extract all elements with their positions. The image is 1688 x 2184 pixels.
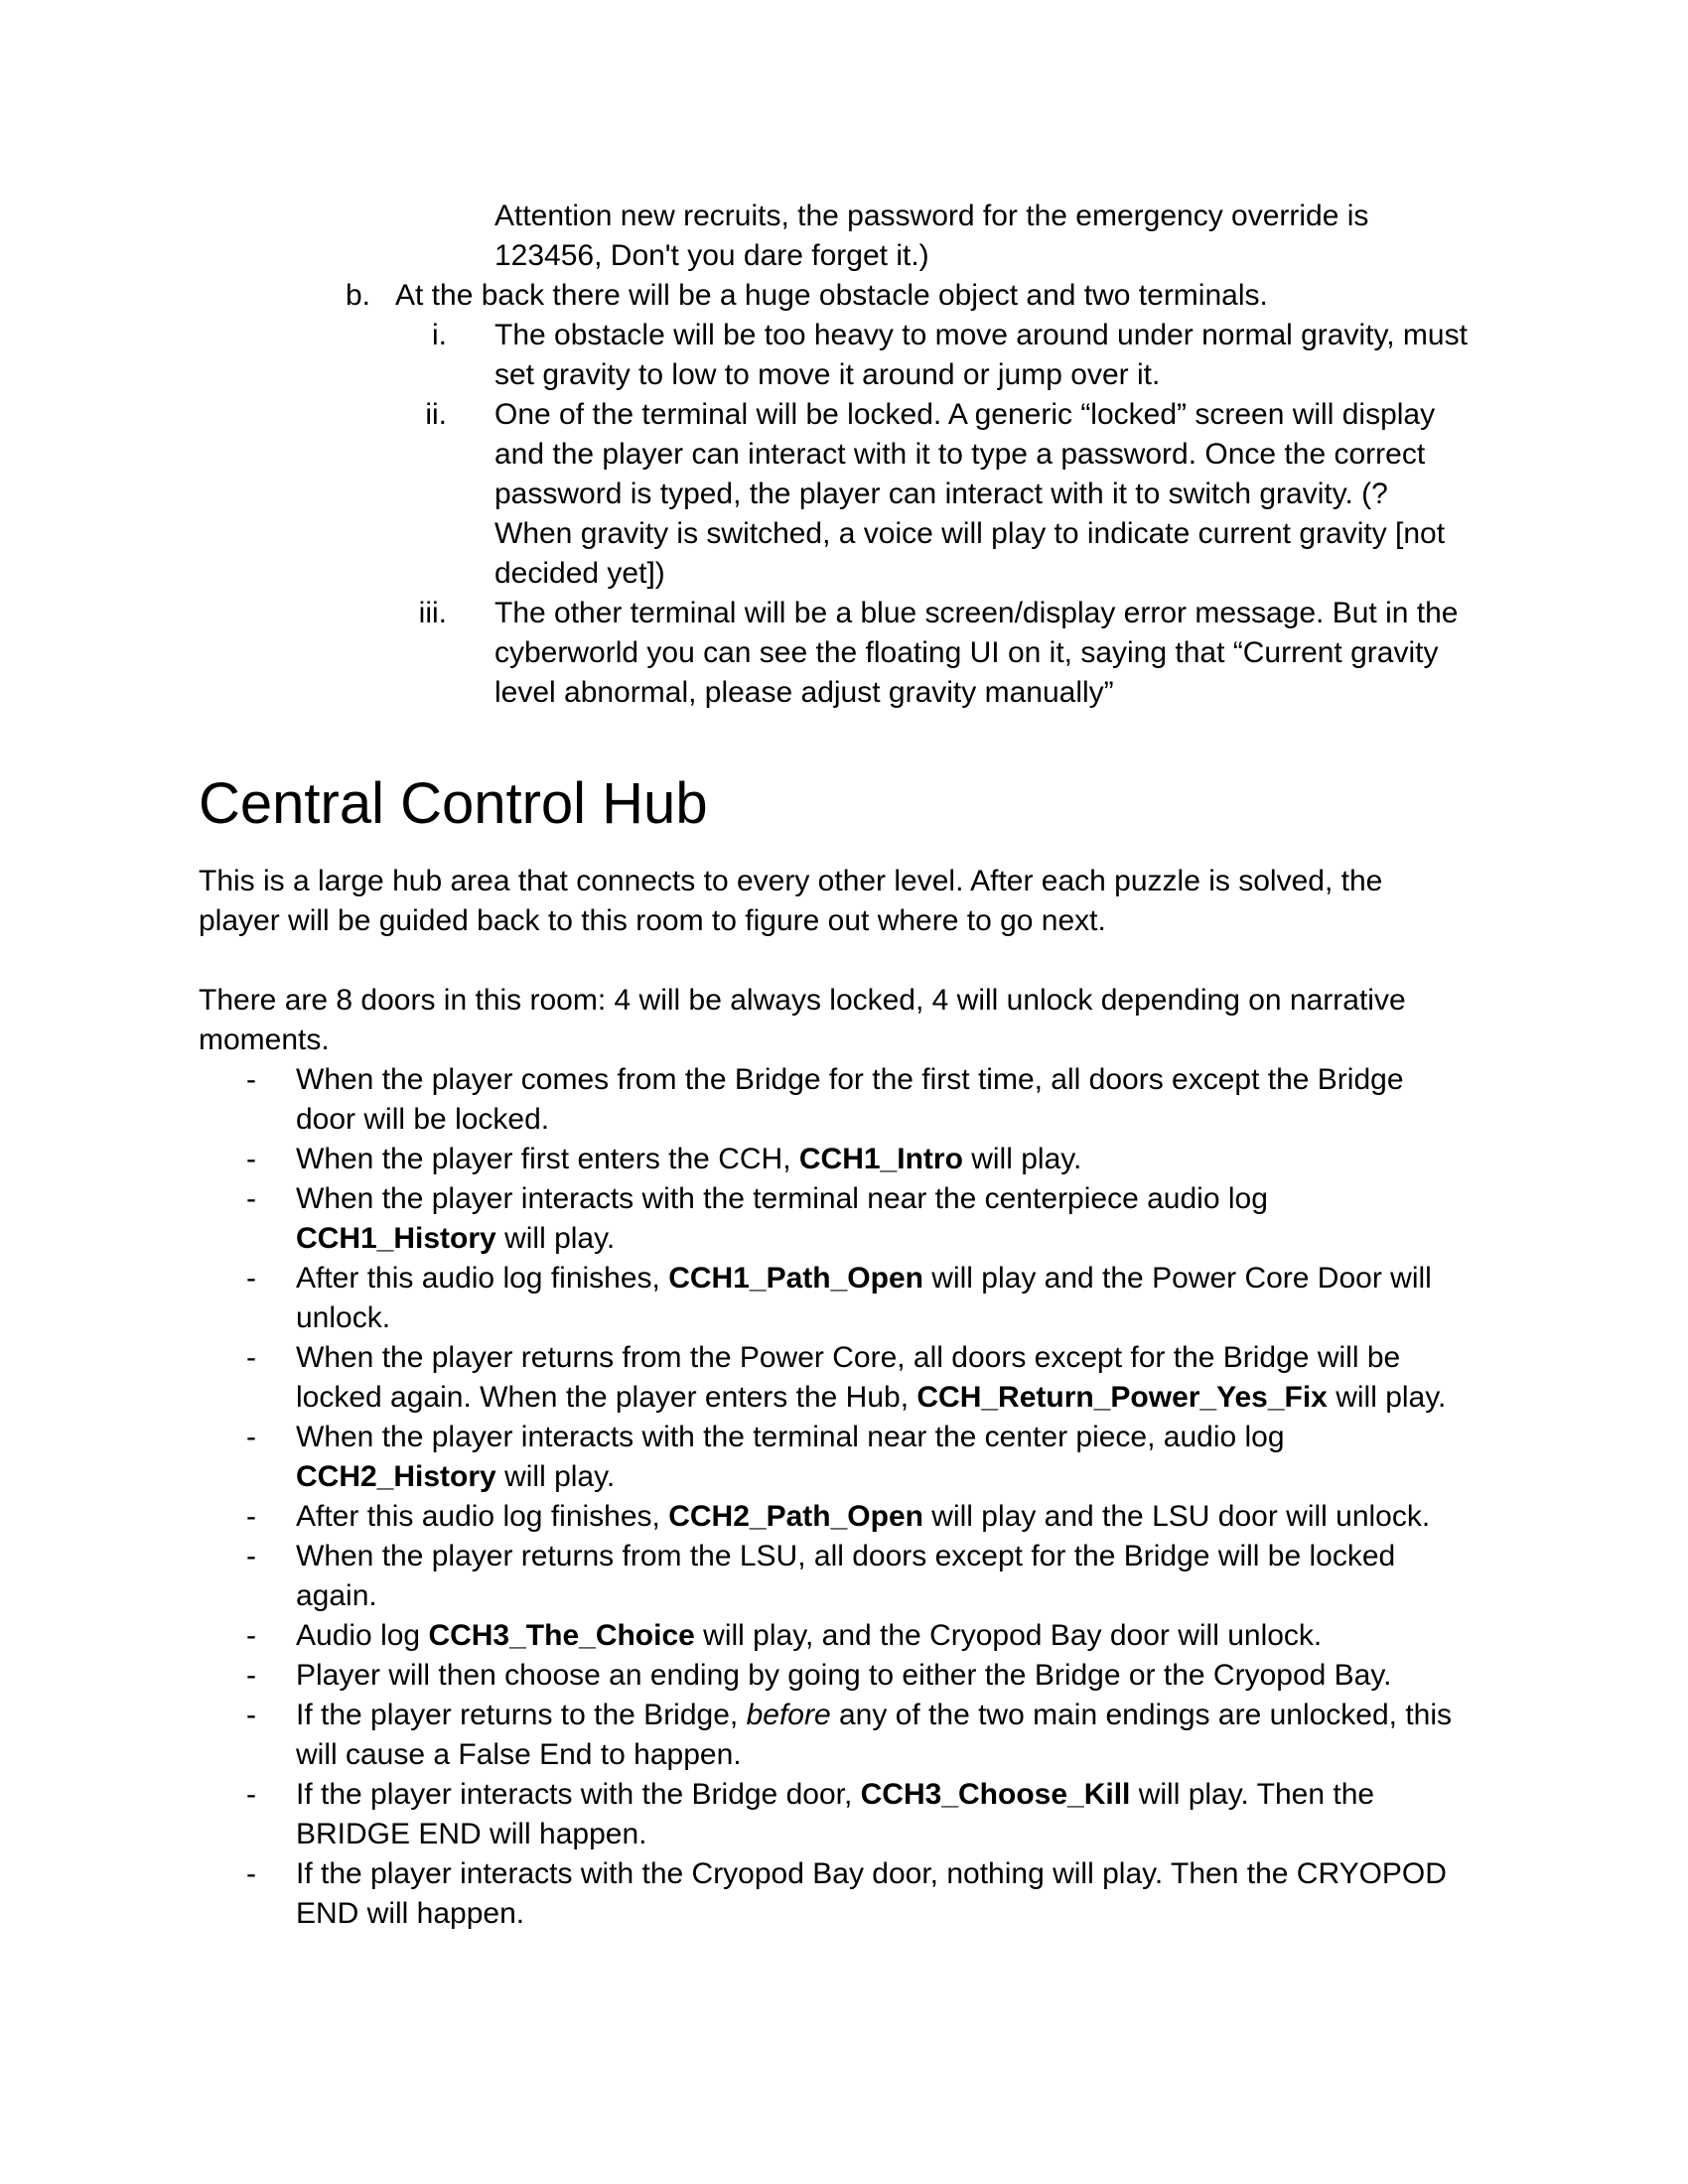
list-item-line: level abnormal, please adjust gravity manually”	[494, 676, 1114, 709]
bullet-line: locked again. When the player enters the Hub, CCH_Return_Power_Yes_Fix will play.	[296, 1381, 1447, 1414]
bullet-marker: -	[246, 1778, 256, 1811]
audio-log-name: CCH_Return_Power_Yes_Fix	[916, 1381, 1328, 1414]
bullet-line: again.	[296, 1579, 377, 1612]
bullet-line: When the player comes from the Bridge for the first time, all doors except the Bridge	[296, 1063, 1404, 1096]
bullet-marker: -	[246, 1500, 256, 1533]
bullet-marker: -	[246, 1659, 256, 1692]
bullet-line: If the player returns to the Bridge, before any of the two main endings are unlocked, this	[296, 1699, 1453, 1731]
paragraph-line: player will be guided back to this room to figure out where to go next.	[199, 904, 1106, 937]
bullet-line: unlock.	[296, 1301, 391, 1334]
list-marker: ii.	[425, 398, 447, 431]
audio-log-name: CCH1_Intro	[798, 1143, 963, 1175]
bullet-line: will cause a False End to happen.	[296, 1738, 742, 1771]
bullet-line: door will be locked.	[296, 1103, 550, 1136]
list-item-line: The obstacle will be too heavy to move around under normal gravity, must	[494, 319, 1468, 351]
bullet-line: If the player interacts with the Bridge door, CCH3_Choose_Kill will play. Then the	[296, 1778, 1375, 1811]
list-item-line: When gravity is switched, a voice will play to indicate current gravity [not	[494, 517, 1446, 550]
list-item-line: One of the terminal will be locked. A generic “locked” screen will display	[494, 398, 1436, 431]
section-heading: Central Control Hub	[199, 771, 708, 836]
bullet-marker: -	[246, 1540, 256, 1572]
bullet-marker: -	[246, 1699, 256, 1731]
list-marker: iii.	[418, 597, 447, 629]
bullet-line: CCH2_History will play.	[296, 1460, 616, 1493]
bullet-marker: -	[246, 1421, 256, 1453]
bullet-marker: -	[246, 1619, 256, 1652]
emphasis-text: before	[746, 1699, 831, 1731]
bullet-marker: -	[246, 1857, 256, 1890]
bullet-marker: -	[246, 1262, 256, 1295]
bullet-line: When the player interacts with the terminal near the center piece, audio log	[296, 1421, 1285, 1453]
bullet-line: When the player first enters the CCH, CCH1_Intro will play.	[296, 1143, 1082, 1175]
audio-log-name: CCH1_Path_Open	[668, 1262, 923, 1295]
paragraph-line: This is a large hub area that connects to every other level. After each puzzle is solved, the	[199, 865, 1383, 897]
list-marker: i.	[432, 319, 447, 351]
audio-log-name: CCH1_History	[296, 1222, 496, 1255]
list-item-line: The other terminal will be a blue screen/display error message. But in the	[494, 597, 1459, 629]
audio-log-name: CCH3_Choose_Kill	[860, 1778, 1131, 1811]
list-item-line: cyberworld you can see the floating UI on it, saying that “Current gravity	[494, 636, 1439, 669]
continuation-line: 123456, Don't you dare forget it.)	[494, 239, 929, 272]
list-item-text: At the back there will be a huge obstacle object and two terminals.	[395, 279, 1268, 312]
paragraph-line: There are 8 doors in this room: 4 will be always locked, 4 will unlock depending on narrative	[199, 984, 1406, 1017]
bullet-marker: -	[246, 1182, 256, 1215]
bullet-line: CCH1_History will play.	[296, 1222, 616, 1255]
bullet-line: END will happen.	[296, 1897, 525, 1930]
bullet-line: If the player interacts with the Cryopod Bay door, nothing will play. Then the CRYOPOD	[296, 1857, 1447, 1890]
list-item-line: password is typed, the player can interact with it to switch gravity. (?	[494, 478, 1388, 510]
continuation-line: Attention new recruits, the password for the emergency override is	[494, 200, 1369, 232]
bullet-line: When the player returns from the Power Core, all doors except for the Bridge will be	[296, 1341, 1401, 1374]
paragraph-line: moments.	[199, 1024, 330, 1056]
bullet-marker: -	[246, 1063, 256, 1096]
list-item-line: set gravity to low to move it around or jump over it.	[494, 358, 1161, 391]
bullet-marker: -	[246, 1143, 256, 1175]
bullet-line: Audio log CCH3_The_Choice will play, and the Cryopod Bay door will unlock.	[296, 1619, 1323, 1652]
bullet-line: After this audio log finishes, CCH1_Path_Open will play and the Power Core Door will	[296, 1262, 1432, 1295]
bullet-line: When the player interacts with the terminal near the centerpiece audio log	[296, 1182, 1268, 1215]
audio-log-name: CCH2_History	[296, 1460, 496, 1493]
audio-log-name: CCH2_Path_Open	[668, 1500, 923, 1533]
bullet-line: After this audio log finishes, CCH2_Path_Open will play and the LSU door will unlock.	[296, 1500, 1431, 1533]
bullet-marker: -	[246, 1341, 256, 1374]
bullet-line: When the player returns from the LSU, all doors except for the Bridge will be locked	[296, 1540, 1396, 1572]
bullet-line: BRIDGE END will happen.	[296, 1818, 647, 1850]
bullet-line: Player will then choose an ending by going to either the Bridge or the Cryopod Bay.	[296, 1659, 1392, 1692]
list-item-line: decided yet])	[494, 557, 665, 590]
audio-log-name: CCH3_The_Choice	[428, 1619, 695, 1652]
list-item-line: and the player can interact with it to type a password. Once the correct	[494, 438, 1426, 471]
list-marker: b.	[346, 279, 371, 312]
